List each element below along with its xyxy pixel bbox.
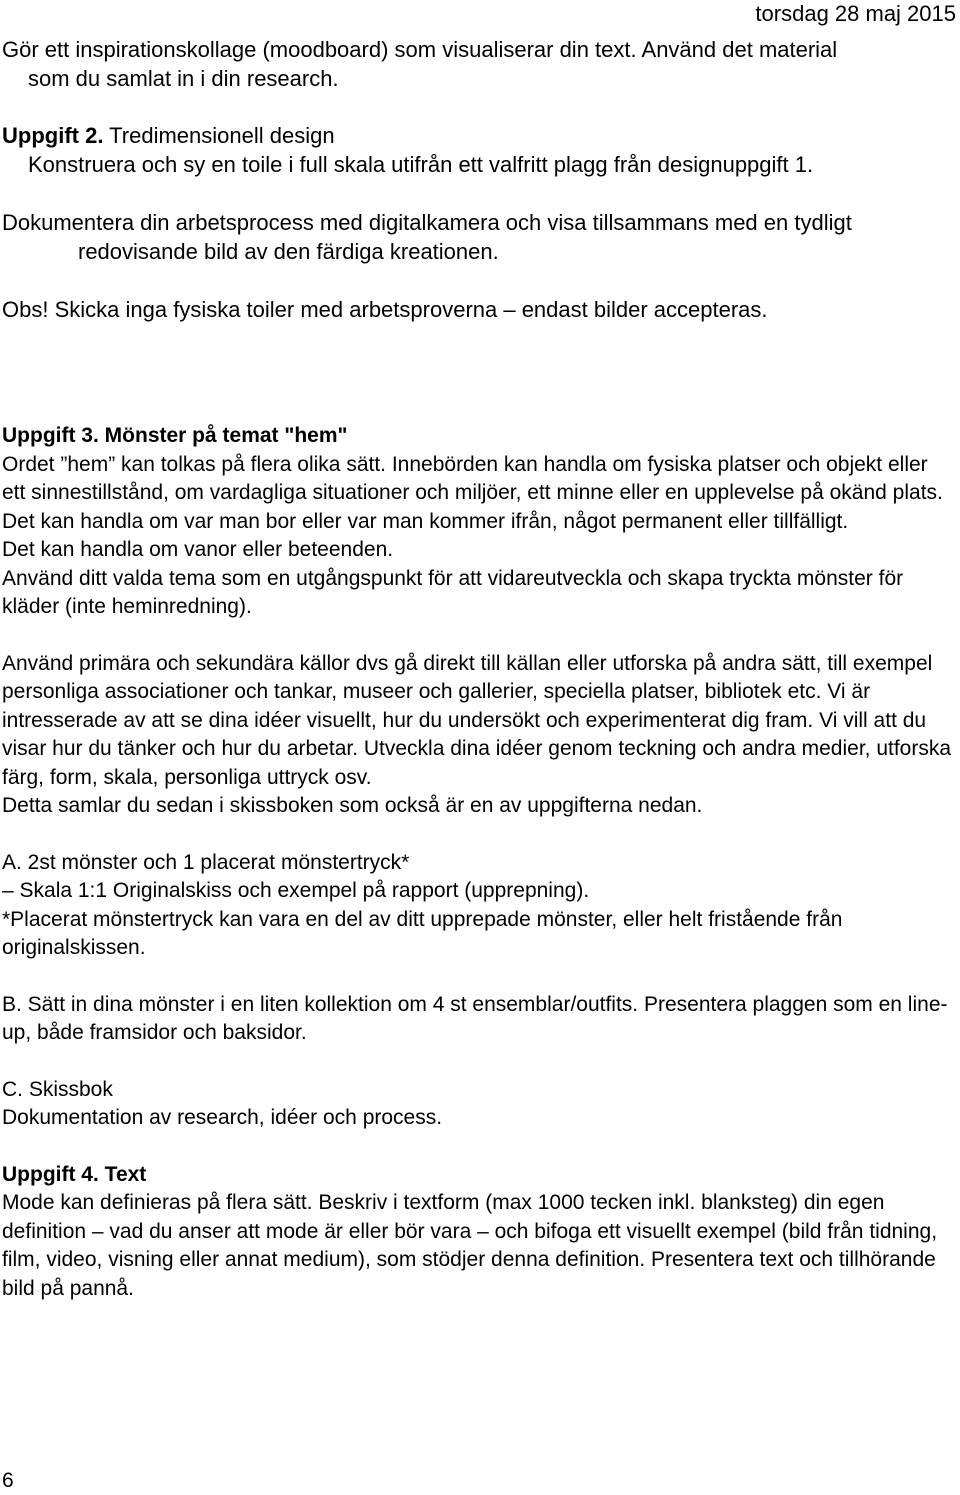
task-3-paragraph-2a: Använd primära och sekundära källor dvs gå direkt till källan eller utforska på andra sätt, till exempel personliga associationer och tankar, museer och gallerier, speciella platser, bibliotek etc. Vi är intresserade av att se dina idéer visuellt, hur du undersökt och experimenterat dig fram. Vi vill att du visar hur du tänker och hur du arbetar. Utveckla dina idéer genom teckning och andra medier, utforska färg, form, skala, personliga uttryck osv. bbox=[2, 651, 952, 789]
task-4-heading bbox=[2, 1161, 952, 1190]
task-4-section bbox=[2, 1161, 952, 1304]
document-body bbox=[2, 35, 952, 1303]
task-2-section bbox=[2, 35, 952, 324]
task-3-title: Mönster på temat "hem" bbox=[104, 424, 348, 447]
task-2-documentation: Dokumentera din arbetsprocess med digitalkamera och visa tillsammans med en tydligt redovisande bild av den färdiga kreationen. bbox=[2, 210, 852, 264]
task-3-paragraph-1c: Det kan handla om vanor eller beteenden. bbox=[2, 538, 394, 561]
task-3-label: Uppgift 3. bbox=[2, 424, 99, 447]
task-3-item-a-line-1: A. 2st mönster och 1 placerat mönstertryck* bbox=[2, 850, 410, 874]
task-3-paragraph-1d: Använd ditt valda tema som en utgångspunkt för att vidareutveckla och skapa tryckta mönster för kläder (inte heminredning). bbox=[2, 566, 904, 618]
intro-line-1: Gör ett inspirationskollage (moodboard) som visualiserar din text. Använd det material bbox=[2, 37, 838, 62]
page-number: 6 bbox=[2, 1469, 14, 1492]
task-4-body: Mode kan definieras på flera sätt. Beskriv i textform (max 1000 tecken inkl. blanksteg) din egen definition – vad du anser att mode är eller bör vara – och bifoga ett visuellt exempel (bild från tidning, film, video, visning eller annat medium), som stödjer denna definition. Presentera text och tillhörande bild på pannå. bbox=[2, 1191, 938, 1300]
task-3-paragraph-1b: Det kan handla om var man bor eller var man kommer ifrån, något permanent eller tillfälligt. bbox=[2, 509, 849, 533]
task-3-heading bbox=[2, 422, 952, 451]
task-3-paragraph-2b: Detta samlar du sedan i skissboken som också är en av uppgifterna nedan. bbox=[2, 794, 703, 817]
task-2-title: Tredimensionell design bbox=[109, 123, 335, 148]
task-3-item-b: B. Sätt in dina mönster i en liten kollektion om 4 st ensemblar/outfits. Presentera plaggen som en line-up, både framsidor och baksidor. bbox=[2, 992, 948, 1044]
task-3-item-c-line-2: Dokumentation av research, idéer och process. bbox=[2, 1106, 443, 1129]
task-3-item-c-line-1: C. Skissbok bbox=[2, 1077, 113, 1101]
task-2-obs bbox=[2, 295, 952, 324]
task-3-item-a-line-2: – Skala 1:1 Originalskiss och exempel på rapport (upprepning). bbox=[2, 879, 590, 902]
page-date: torsdag 28 maj 2015 bbox=[755, 1, 956, 26]
task-2-heading bbox=[2, 121, 952, 150]
obs-label: Obs! bbox=[2, 297, 49, 322]
obs-text: Skicka inga fysiska toiler med arbetsproverna – endast bilder accepteras. bbox=[54, 297, 768, 322]
task-2-label: Uppgift 2. bbox=[2, 123, 104, 148]
task-3-section bbox=[2, 422, 952, 1133]
intro-line-2: som du samlat in i din research. bbox=[28, 66, 339, 91]
task-4-label: Uppgift 4. bbox=[2, 1162, 99, 1186]
task-2-body: Konstruera och sy en toile i full skala utifrån ett valfritt plagg från designuppgift 1. bbox=[28, 152, 814, 177]
task-3-paragraph-1a: Ordet ”hem” kan tolkas på flera olika sätt. Innebörden kan handla om fysiska platser och objekt eller ett sinnestillstånd, om vardagliga situationer och miljöer, ett minne eller en upplevelse på okänd plats. bbox=[2, 452, 943, 504]
task-4-title: Text bbox=[104, 1162, 147, 1186]
task-3-item-a-line-3: *Placerat mönstertryck kan vara en del av ditt upprepade mönster, eller helt fristående från originalskissen. bbox=[2, 907, 843, 959]
